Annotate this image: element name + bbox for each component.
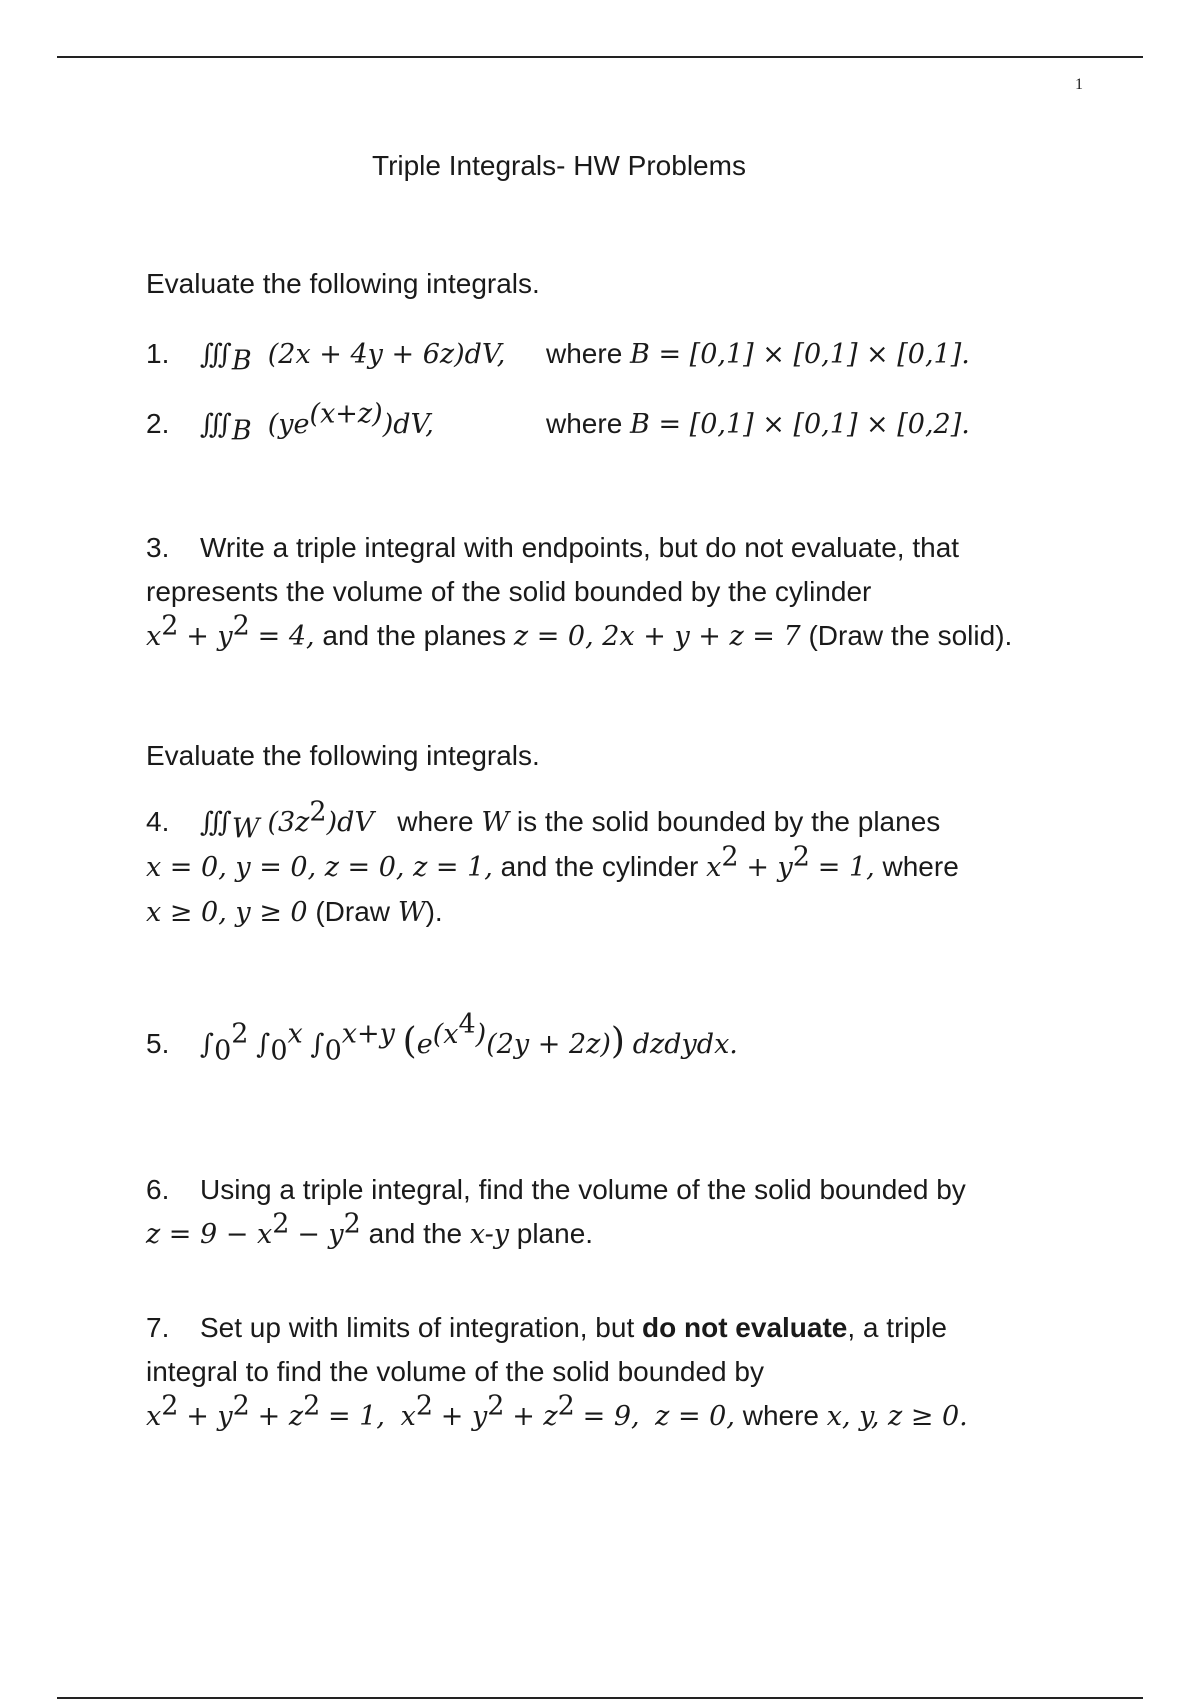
problem-number: 7. (146, 1312, 170, 1343)
problem-3-line-1 (146, 526, 1126, 570)
problem-text: where (882, 851, 959, 882)
exp-power-text: (x (432, 1018, 459, 1050)
problem-text: (Draw (315, 896, 391, 927)
problem-7-line-2: integral to find the volume of the solid bounded by (146, 1356, 764, 1387)
problem-number: 4. (146, 806, 170, 837)
square: 2 (309, 796, 327, 828)
math: x (400, 1401, 416, 1432)
square: 2 (303, 1390, 321, 1422)
bottom-rule (57, 1697, 1143, 1699)
where-clause (546, 332, 970, 377)
problem-text: and the planes (322, 620, 507, 651)
problem-7-line-1 (146, 1306, 1126, 1350)
upper-limit: 2 (231, 1018, 249, 1050)
math: + z (257, 1401, 304, 1432)
square: 2 (721, 841, 739, 873)
problem-number: 3. (146, 532, 170, 563)
where-label: where (546, 338, 623, 369)
left-paren: ( (402, 1021, 417, 1062)
integrand: (2x + 4y + 6z)dV, (267, 339, 506, 370)
triple-integral-sign: ∭ (200, 807, 232, 838)
factor: (2y + 2z) (486, 1029, 611, 1060)
problem-7 (146, 1306, 1126, 1439)
square: 2 (161, 610, 179, 642)
square: 2 (232, 1390, 250, 1422)
integrand: )dV (326, 807, 374, 838)
math: = 4, (257, 621, 315, 652)
square: 2 (557, 1390, 575, 1422)
instruction-1: Evaluate the following integrals. (146, 268, 540, 299)
exp-power-close: ) (475, 1018, 487, 1050)
triple-integral-sign: ∭ (200, 409, 232, 440)
integrand-open: (ye (267, 409, 310, 440)
integral-region: W (231, 813, 260, 845)
top-rule (57, 56, 1143, 58)
integrand: (3z (267, 807, 310, 838)
problem-4 (146, 796, 1126, 935)
math-conditions: x, y, z ≥ 0. (826, 1401, 968, 1432)
problem-6-line-1 (146, 1168, 1126, 1212)
where-clause (546, 402, 970, 447)
math: + z (512, 1401, 558, 1432)
problem-4-line-3 (146, 890, 1126, 935)
exp-base: e (416, 1029, 433, 1060)
square: 2 (343, 1208, 361, 1240)
instruction-2: Evaluate the following integrals. (146, 740, 540, 771)
problem-text: and the cylinder (500, 851, 699, 882)
plane-equations: x = 0, y = 0, z = 0, z = 1, (146, 852, 493, 883)
triple-integral-sign: ∭ (200, 339, 232, 370)
square: 2 (161, 1390, 179, 1422)
square: 2 (415, 1390, 433, 1422)
math-variable: W (397, 897, 426, 928)
problem-3-line-2: represents the volume of the solid bounded by the cylinder (146, 576, 872, 607)
problem-4-line-2 (146, 841, 1126, 890)
emphasis-text: do not evaluate (642, 1312, 848, 1343)
square: 2 (272, 1208, 290, 1240)
problem-number: 5. (146, 1028, 170, 1059)
upper-limit: x (287, 1018, 303, 1050)
exp-power-sup: 4 (458, 1008, 476, 1040)
problem-number: 1. (146, 338, 170, 369)
square: 2 (232, 610, 250, 642)
page-title: Triple Integrals- HW Problems (372, 150, 746, 181)
integral-region: B (231, 415, 252, 447)
square: 2 (487, 1390, 505, 1422)
lower-limit: 0 (324, 1035, 342, 1067)
exp-power (432, 1008, 487, 1050)
problem-text: where (742, 1400, 819, 1431)
integral-sign: ∫ (200, 1029, 215, 1060)
exponent: (x+z) (309, 398, 383, 430)
problem-text: Set up with limits of integration, but (200, 1312, 635, 1343)
integral-sign: ∫ (310, 1029, 325, 1060)
problem-text: is the solid bounded by the planes (516, 806, 941, 837)
problem-5 (146, 1008, 1126, 1067)
math: = 1, (817, 852, 875, 883)
problem-1 (146, 332, 1126, 377)
math: x (146, 621, 162, 652)
region-definition: B = [0,1] × [0,1] × [0,2]. (630, 409, 970, 440)
math-variable: W (481, 807, 510, 838)
math: = 1, (328, 1401, 386, 1432)
problem-7-line-3 (146, 1390, 1126, 1439)
math-conditions: x ≥ 0, y ≥ 0 (146, 897, 308, 928)
differential: dzdydx. (632, 1029, 738, 1060)
math: + y (186, 621, 233, 652)
problem-6 (146, 1168, 1126, 1257)
math: x (146, 1401, 162, 1432)
lower-limit: 0 (214, 1035, 232, 1067)
integral-sign: ∫ (256, 1029, 271, 1060)
problem-text: ). (425, 896, 443, 927)
problem-4-line-1 (146, 796, 1126, 845)
problem-text: Write a triple integral with endpoints, but do not evaluate, that (200, 532, 960, 563)
problem-text: plane. (516, 1218, 594, 1249)
plane-equations: z = 0, 2x + y + z = 7 (513, 621, 801, 652)
problem-text: , a triple (847, 1312, 947, 1343)
math-variable: x-y (469, 1219, 509, 1250)
integral-region: B (231, 345, 252, 377)
problem-3-line-3 (146, 610, 1126, 659)
upper-limit: x+y (341, 1018, 395, 1050)
math: − y (297, 1219, 344, 1250)
math: z = 9 − x (146, 1219, 273, 1250)
problem-number: 6. (146, 1174, 170, 1205)
math: + y (746, 852, 793, 883)
lower-limit: 0 (270, 1035, 288, 1067)
math: = 9, (582, 1401, 640, 1432)
integrand-close: )dV, (382, 409, 434, 440)
right-paren: ) (610, 1021, 625, 1062)
problem-text: where (397, 806, 474, 837)
square: 2 (792, 841, 810, 873)
math: + y (440, 1401, 488, 1432)
problem-text: and the (368, 1218, 463, 1249)
where-label: where (546, 408, 623, 439)
draw-note: (Draw the solid). (808, 620, 1013, 651)
problem-text: Using a triple integral, find the volume of the solid bounded by (200, 1174, 966, 1205)
math: z = 0, (655, 1401, 735, 1432)
problem-6-line-2 (146, 1208, 1126, 1257)
page-number: 1 (1075, 76, 1083, 93)
problem-number: 2. (146, 408, 170, 439)
region-definition: B = [0,1] × [0,1] × [0,1]. (630, 339, 970, 370)
problem-2 (146, 398, 1126, 447)
math: + y (186, 1401, 233, 1432)
problem-3 (146, 526, 1126, 659)
math: x (706, 852, 722, 883)
